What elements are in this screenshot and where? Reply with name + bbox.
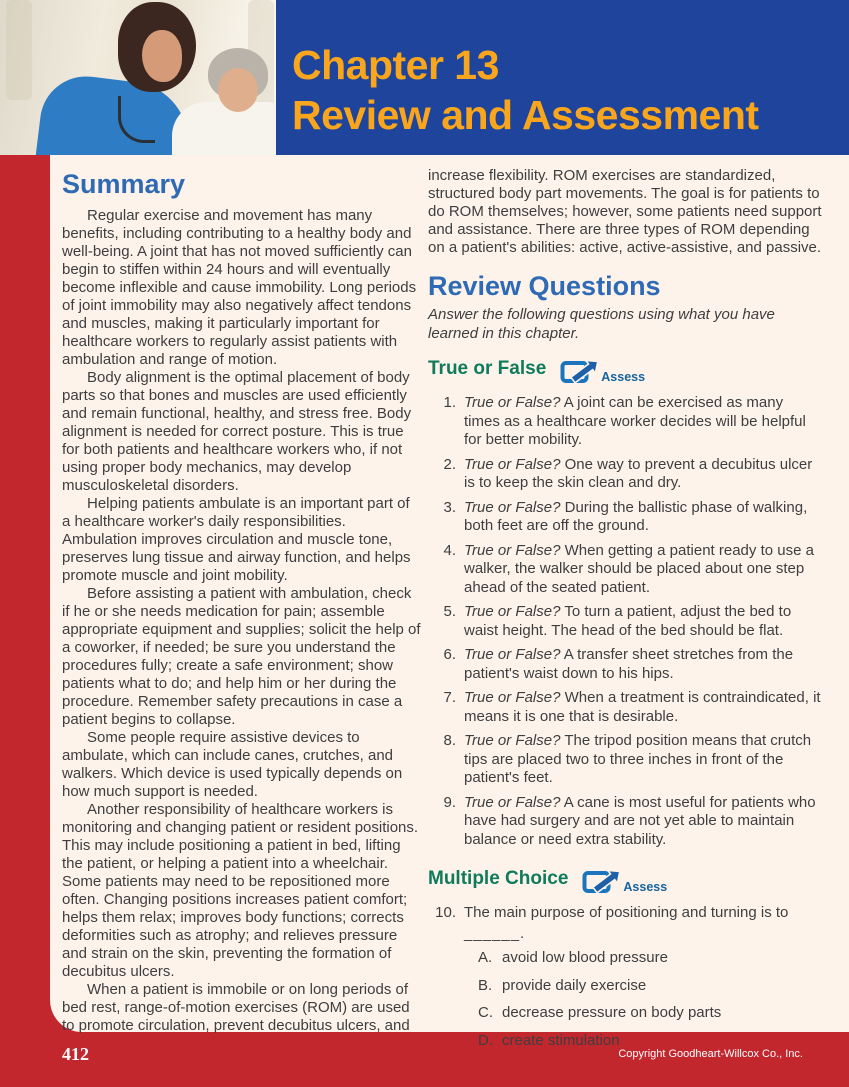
chapter-banner <box>276 0 849 155</box>
summary-paragraph: Before assisting a patient with ambulation, check if he or she needs medication for pain; assemble appropriate equipment and supplies; solicit the help of a coworker, if needed; be sure you understand the procedures fully; create a safe environment; show patients what to do; and help him or her during the procedure. Remember safety precautions in case a patient begins to collapse. <box>62 585 421 728</box>
question-text: A joint can be exercised as many times as a healthcare worker decides will be helpful for better mobility. <box>464 394 806 448</box>
assess-label: Assess <box>623 880 668 894</box>
question-prefix: True or False? <box>464 689 561 706</box>
summary-heading: Summary <box>62 169 186 199</box>
question-prefix: True or False? <box>464 394 561 411</box>
question-number: 2. <box>443 455 456 473</box>
mc-option <box>478 977 822 996</box>
assess-link <box>558 353 645 385</box>
summary-paragraph: When a patient is immobile or on long periods of bed rest, range-of-motion exercises (ROM) are used to promote circulation, prevent decubitus ulcers, and <box>62 981 410 1034</box>
question-number: 9. <box>443 793 456 811</box>
mc-option <box>478 949 822 968</box>
nurse-figure <box>142 30 182 82</box>
chapter-opener-photo <box>0 0 276 155</box>
question-item <box>428 794 822 850</box>
summary-paragraph: Helping patients ambulate is an important part of a healthcare worker's daily responsibilities. Ambulation improves circulation and muscle tone, preserves lung tissue and airway function, and helps promote muscle and joint mobility. <box>62 495 411 584</box>
review-questions-heading: Review Questions <box>428 271 661 301</box>
question-number: 6. <box>443 646 456 663</box>
question-text: When a treatment is contraindicated, it means it is one that is desirable. <box>464 689 821 725</box>
mc-question <box>428 904 822 943</box>
question-number: 7. <box>443 689 456 706</box>
question-prefix: True or False? <box>464 541 561 559</box>
chapter-header <box>0 0 849 155</box>
question-item <box>428 646 822 683</box>
assess-icon <box>580 863 626 895</box>
question-item <box>428 689 822 726</box>
option-text: create stimulation <box>502 1031 620 1049</box>
mc-option <box>478 1004 822 1023</box>
true-or-false-header <box>428 353 822 385</box>
option-letter: A. <box>478 949 493 966</box>
review-instruction: Answer the following questions using what you have learned in this chapter. <box>428 306 775 342</box>
summary-paragraph: Regular exercise and movement has many benefits, including contributing to a healthy body and well-being. A joint that has not moved sufficiently can begin to stiffen within 24 hours and will eventually become inflexible and cause immobility. Long periods of joint immobility may also negatively affect tendons and muscles, making it particularly important for healthcare workers to regularly assist patients with ambulation and range of motion. <box>62 207 417 368</box>
background-shelf <box>6 0 32 100</box>
option-letter: D. <box>478 1031 493 1049</box>
question-prefix: True or False? <box>464 455 561 473</box>
question-text: To turn a patient, adjust the bed to waist height. The head of the bed should be flat. <box>464 603 792 639</box>
question-number: 1. <box>443 394 456 411</box>
summary-continuation: increase flexibility. ROM exercises are standardized, structured body part movements. The goal is for patients to do ROM themselves; however, some patients need support and assistance. There are three types of ROM depending on a patient's abilities: active, active-assistive, and passive. <box>428 167 822 256</box>
question-number: 3. <box>443 498 456 516</box>
option-letter: C. <box>478 1004 493 1021</box>
option-text: avoid low blood pressure <box>502 949 668 966</box>
question-number: 10. <box>435 904 456 921</box>
question-prefix: True or False? <box>464 603 561 620</box>
option-text: decrease pressure on body parts <box>502 1004 722 1021</box>
summary-paragraph: Another responsibility of healthcare workers is monitoring and changing patient or resident positions. This may include positioning a patient in bed, lifting the patient, or helping a patient into a wheelchair. Some patients may need to be repositioned more often. Changing positions increases patient comfort; helps them relax; improves body functions; corrects deformities such as atrophy; and relieves pressure and strain on the skin, preventing the formation of decubitus ulcers. <box>62 801 419 980</box>
question-number: 5. <box>443 603 456 620</box>
assess-link <box>580 863 667 895</box>
option-text: provide daily exercise <box>502 976 647 994</box>
summary-paragraph: Body alignment is the optimal placement of body parts so that bones and muscles are used efficiently and remain functional, healthy, and stress free. Body alignment is needed for correct posture. This is true for both patients and healthcare workers who, if not using proper body mechanics, may develop musculoskeletal disorders. <box>62 369 412 494</box>
chapter-number: Chapter 13 <box>292 42 499 88</box>
patient-figure <box>172 102 276 155</box>
content-panel <box>50 155 849 1049</box>
answer-blank: ______. <box>464 924 526 942</box>
question-number: 8. <box>443 732 456 749</box>
question-text: When getting a patient ready to use a walker, the walker should be placed about one step ahead of the seated patient. <box>464 541 814 596</box>
mc-options <box>428 949 822 1050</box>
assess-icon <box>558 353 604 385</box>
question-text: During the ballistic phase of walking, both feet are off the ground. <box>464 498 808 534</box>
left-column <box>62 167 422 1059</box>
question-text: A cane is most useful for patients who have had surgery and are not yet able to maintain balance or need extra stability. <box>464 793 816 848</box>
copyright-notice: Copyright Goodheart-Willcox Co., Inc. <box>618 1048 803 1060</box>
question-prefix: True or False? <box>464 732 561 749</box>
true-or-false-label: True or False <box>428 358 547 379</box>
question-item <box>428 456 822 493</box>
question-item <box>428 394 822 450</box>
question-item <box>428 603 822 640</box>
question-item <box>428 499 822 536</box>
patient-figure <box>218 68 258 112</box>
two-column-layout <box>50 155 849 1059</box>
multiple-choice-header <box>428 863 822 895</box>
question-item <box>428 542 822 598</box>
summary-paragraph: Some people require assistive devices to ambulate, which can include canes, crutches, and walkers. Which device is used typically depends on how much support is needed. <box>62 729 403 800</box>
option-letter: B. <box>478 976 493 994</box>
question-text: One way to prevent a decubitus ulcer is to keep the skin clean and dry. <box>464 455 813 491</box>
question-item <box>428 732 822 788</box>
chapter-title: Review and Assessment <box>292 92 759 138</box>
page-number: 412 <box>62 1044 89 1064</box>
question-prefix: True or False? <box>464 793 561 811</box>
question-prefix: True or False? <box>464 498 561 516</box>
right-column <box>428 167 822 1059</box>
question-number: 4. <box>443 541 456 559</box>
multiple-choice-label: Multiple Choice <box>428 868 569 889</box>
question-text: A transfer sheet stretches from the patient's waist down to his hips. <box>464 646 794 682</box>
question-text: The main purpose of positioning and turning is to <box>464 904 789 921</box>
question-text: The tripod position means that crutch tips are placed two to three inches in front of the patient's feet. <box>464 732 812 786</box>
question-prefix: True or False? <box>464 646 561 663</box>
assess-label: Assess <box>601 370 646 384</box>
